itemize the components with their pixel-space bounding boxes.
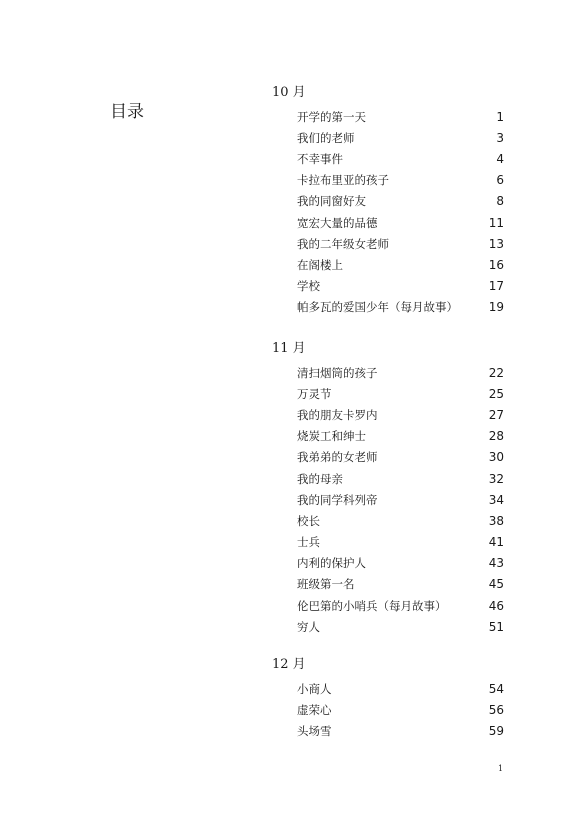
entry-page-number: 45 bbox=[488, 577, 504, 592]
entry-page-number: 30 bbox=[488, 450, 504, 465]
entry-list bbox=[272, 362, 504, 637]
entry-page-number: 11 bbox=[488, 215, 504, 230]
toc-entry[interactable] bbox=[272, 468, 504, 489]
toc-section-december bbox=[272, 656, 504, 742]
entry-title: 不幸事件 bbox=[297, 151, 343, 166]
entry-list bbox=[272, 106, 504, 318]
toc-entry[interactable] bbox=[272, 720, 504, 741]
entry-page-number: 43 bbox=[488, 556, 504, 571]
entry-title: 我的二年级女老师 bbox=[297, 236, 389, 251]
entry-page-number: 59 bbox=[488, 723, 504, 738]
entry-page-number: 8 bbox=[496, 194, 504, 209]
entry-page-number: 1 bbox=[496, 109, 504, 124]
toc-entry[interactable] bbox=[272, 553, 504, 574]
toc-entry[interactable] bbox=[272, 426, 504, 447]
entry-title: 我的朋友卡罗内 bbox=[297, 407, 378, 422]
toc-entry[interactable] bbox=[272, 510, 504, 531]
toc-title: 目录 bbox=[110, 102, 144, 122]
entry-page-number: 32 bbox=[488, 471, 504, 486]
toc-entry[interactable] bbox=[272, 276, 504, 297]
entry-title: 我的同窗好友 bbox=[297, 194, 366, 209]
entry-page-number: 13 bbox=[488, 236, 504, 251]
toc-section-november bbox=[272, 340, 504, 637]
toc-entry[interactable] bbox=[272, 447, 504, 468]
entry-title: 帕多瓦的爱国少年（每月故事） bbox=[297, 300, 458, 315]
entry-title: 小商人 bbox=[297, 681, 332, 696]
entry-title: 宽宏大量的品德 bbox=[297, 215, 378, 230]
entry-page-number: 17 bbox=[488, 279, 504, 294]
entry-title: 我弟弟的女老师 bbox=[297, 450, 378, 465]
entry-page-number: 16 bbox=[488, 257, 504, 272]
entry-page-number: 51 bbox=[488, 619, 504, 634]
entry-title: 内利的保护人 bbox=[297, 556, 366, 571]
entry-list bbox=[272, 678, 504, 742]
entry-page-number: 34 bbox=[488, 492, 504, 507]
entry-page-number: 28 bbox=[488, 429, 504, 444]
entry-title: 伦巴第的小哨兵（每月故事） bbox=[297, 598, 447, 613]
entry-title: 清扫烟筒的孩子 bbox=[297, 365, 378, 380]
entry-title: 万灵节 bbox=[297, 386, 332, 401]
entry-page-number: 25 bbox=[488, 386, 504, 401]
toc-entry[interactable] bbox=[272, 532, 504, 553]
toc-entry[interactable] bbox=[272, 233, 504, 254]
entry-page-number: 27 bbox=[488, 407, 504, 422]
toc-entry[interactable] bbox=[272, 191, 504, 212]
entry-page-number: 54 bbox=[488, 681, 504, 696]
toc-entry[interactable] bbox=[272, 404, 504, 425]
entry-title: 烧炭工和绅士 bbox=[297, 429, 366, 444]
toc-entry[interactable] bbox=[272, 616, 504, 637]
toc-entry[interactable] bbox=[272, 383, 504, 404]
entry-page-number: 38 bbox=[488, 513, 504, 528]
toc-entry[interactable] bbox=[272, 254, 504, 275]
entry-page-number: 6 bbox=[496, 173, 504, 188]
page-number: 1 bbox=[498, 764, 504, 773]
entry-title: 我的同学科列帝 bbox=[297, 492, 378, 507]
entry-page-number: 3 bbox=[496, 130, 504, 145]
entry-page-number: 19 bbox=[488, 300, 504, 315]
entry-title: 虚荣心 bbox=[297, 702, 332, 717]
section-title: 12 月 bbox=[272, 657, 306, 672]
entry-title: 穷人 bbox=[297, 619, 320, 634]
toc-entry[interactable] bbox=[272, 489, 504, 510]
toc-entry[interactable] bbox=[272, 699, 504, 720]
entry-title: 校长 bbox=[297, 513, 320, 528]
entry-title: 我的母亲 bbox=[297, 471, 343, 486]
toc-entry[interactable] bbox=[272, 212, 504, 233]
entry-title: 头场雪 bbox=[297, 723, 332, 738]
entry-title: 班级第一名 bbox=[297, 577, 355, 592]
toc-entry[interactable] bbox=[272, 170, 504, 191]
toc-entry[interactable] bbox=[272, 595, 504, 616]
entry-title: 士兵 bbox=[297, 535, 320, 550]
entry-page-number: 4 bbox=[496, 151, 504, 166]
entry-page-number: 56 bbox=[488, 702, 504, 717]
toc-entry[interactable] bbox=[272, 574, 504, 595]
section-title: 10 月 bbox=[272, 85, 306, 100]
entry-title: 开学的第一天 bbox=[297, 109, 366, 124]
entry-page-number: 41 bbox=[488, 535, 504, 550]
toc-entry[interactable] bbox=[272, 678, 504, 699]
toc-entry[interactable] bbox=[272, 297, 504, 318]
entry-title: 我们的老师 bbox=[297, 130, 355, 145]
section-title: 11 月 bbox=[272, 341, 306, 356]
entry-page-number: 46 bbox=[488, 598, 504, 613]
entry-title: 卡拉布里亚的孩子 bbox=[297, 173, 389, 188]
entry-page-number: 22 bbox=[488, 365, 504, 380]
toc-entry[interactable] bbox=[272, 148, 504, 169]
entry-title: 在阁楼上 bbox=[297, 257, 343, 272]
toc-entry[interactable] bbox=[272, 362, 504, 383]
entry-title: 学校 bbox=[297, 279, 320, 294]
toc-entry[interactable] bbox=[272, 127, 504, 148]
toc-section-october bbox=[272, 84, 504, 318]
toc-entry[interactable] bbox=[272, 106, 504, 127]
